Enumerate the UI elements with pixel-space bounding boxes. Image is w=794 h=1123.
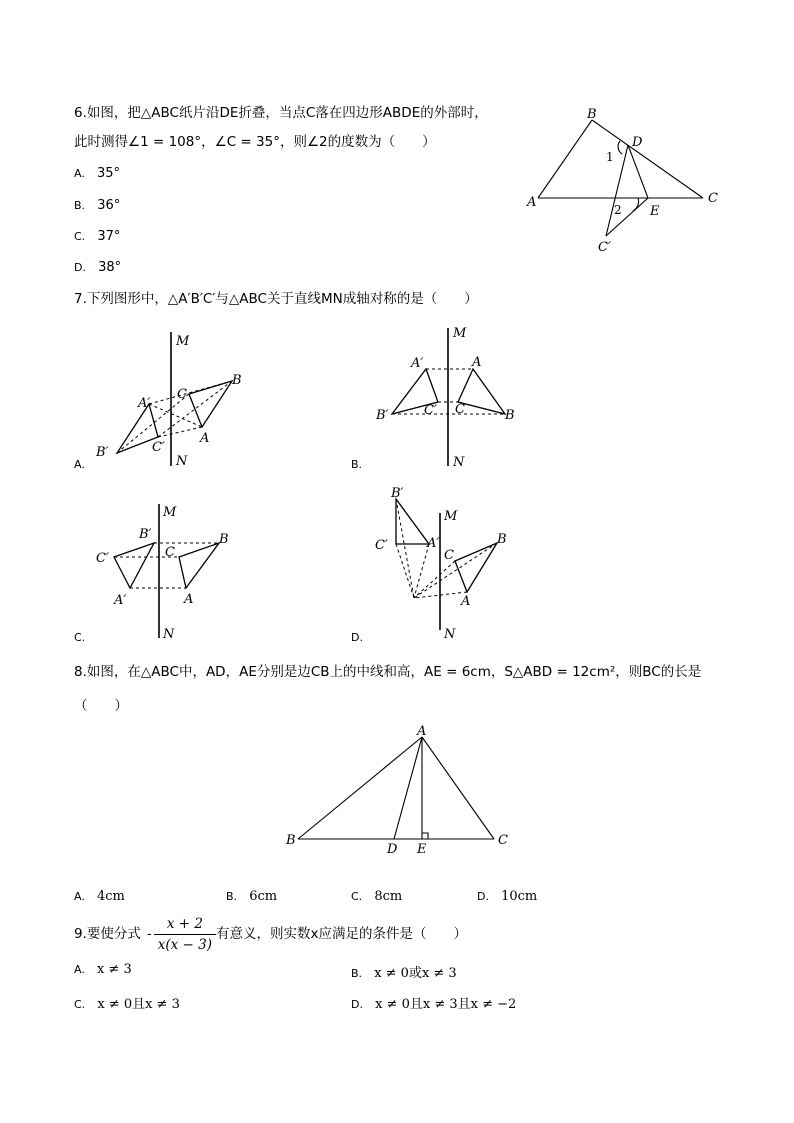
q8-label-c: C — [498, 833, 508, 848]
q7d-label-c: C — [444, 548, 454, 563]
q7b-label-b: B — [505, 408, 515, 423]
q7d-label-m: M — [444, 509, 458, 524]
q7d-label-a: A — [461, 594, 471, 609]
q7d-label-a-prime: A′ — [427, 536, 440, 551]
q8-option-b[interactable]: B. 6cm — [226, 889, 278, 904]
q7a-label-a-prime: A′ — [138, 396, 151, 411]
q7c-label-b-prime: B′ — [139, 527, 152, 542]
q7b-label-m: M — [453, 326, 467, 341]
q6-label-a: A — [527, 195, 537, 210]
q6-label-d: D — [632, 135, 643, 150]
q8-label-d: D — [387, 842, 398, 857]
q7d-label-b: B — [497, 532, 507, 547]
q9-fraction — [154, 914, 216, 955]
q9-suffix: 有意义，则实数x应满足的条件是（ ） — [216, 926, 468, 942]
q7c-label-n: N — [163, 627, 175, 642]
q7c-label-a-prime: A′ — [114, 593, 127, 608]
q9-option-c[interactable]: C. x ≠ 0且x ≠ 3 — [74, 997, 180, 1012]
q7c-label-b: B — [219, 532, 229, 547]
q9-option-a[interactable]: A. x ≠ 3 — [74, 962, 132, 977]
q6-option-c[interactable]: C. 37° — [74, 229, 121, 244]
q6-stem-line2: 此时测得∠1 = 108°，∠C = 35°，则∠2的度数为（ ） — [74, 134, 436, 150]
q7b-label-a: A — [472, 355, 482, 370]
q9-numerator: x + 2 — [154, 914, 216, 935]
q7c-label-c: C — [165, 545, 175, 560]
q6-option-b[interactable]: B. 36° — [74, 198, 121, 213]
q9-stem — [74, 912, 467, 956]
q7-option-a-letter[interactable]: A. — [74, 458, 85, 471]
q7c-label-a: A — [184, 592, 194, 607]
q7b-label-b-prime: B′ — [376, 408, 389, 423]
q7c-label-m: M — [163, 505, 177, 520]
q7b-label-c: C — [455, 402, 465, 417]
q8-stem: 8.如图，在△ABC中，AD，AE分别是边CB上的中线和高，AE = 6cm，S△ABD = 12cm²，则BC的长是 — [74, 664, 702, 680]
q6-option-a[interactable]: A. 35° — [74, 166, 121, 181]
q9-minus: - — [146, 926, 152, 942]
q8-option-a[interactable]: A. 4cm — [74, 889, 125, 904]
q6-label-e: E — [650, 204, 660, 219]
q7-option-d-letter[interactable]: D. — [351, 631, 363, 644]
q7a-label-b: B — [232, 373, 242, 388]
q7d-label-c-prime: C′ — [375, 538, 388, 553]
q8-option-d[interactable]: D. 10cm — [477, 889, 538, 904]
q6-option-d[interactable]: D. 38° — [74, 260, 122, 275]
q6-stem-line1: 6.如图，把△ABC纸片沿DE折叠，当点C落在四边形ABDE的外部时， — [74, 105, 488, 121]
q7b-label-a-prime: A′ — [411, 356, 424, 371]
q7c-label-c-prime: C′ — [96, 551, 109, 566]
q9-option-d[interactable]: D. x ≠ 0且x ≠ 3且x ≠ −2 — [351, 997, 517, 1012]
q6-label-c: C — [708, 191, 718, 206]
q7a-label-n: N — [176, 454, 188, 469]
q7a-label-c: C — [177, 387, 187, 402]
q7b-label-n: N — [453, 455, 465, 470]
q8-label-a: A — [417, 724, 427, 739]
q9-option-b[interactable]: B. x ≠ 0或x ≠ 3 — [351, 966, 457, 981]
q8-label-b: B — [286, 833, 296, 848]
q7-stem: 7.下列图形中，△A′B′C′与△ABC关于直线MN成轴对称的是（ ） — [74, 291, 478, 307]
q6-label-c-prime: C′ — [598, 240, 611, 255]
q8-paren: （ ） — [74, 698, 128, 714]
q8-option-c[interactable]: C. 8cm — [351, 889, 403, 904]
q7a-label-a: A — [200, 431, 210, 446]
q7a-label-m: M — [176, 334, 190, 349]
q8-label-e: E — [417, 842, 427, 857]
q7b-label-c-prime: C′ — [424, 403, 437, 418]
q7d-label-n: N — [444, 627, 456, 642]
q7d-label-b-prime: B′ — [391, 486, 404, 501]
q7a-label-c-prime: C′ — [152, 440, 165, 455]
q6-label-b: B — [587, 107, 597, 122]
q9-denominator: x(x − 3) — [157, 936, 213, 953]
q7-option-c-letter[interactable]: C. — [74, 631, 86, 644]
q6-label-1: 1 — [606, 150, 614, 164]
q7a-label-b-prime: B′ — [96, 445, 109, 460]
q7-option-b-letter[interactable]: B. — [351, 458, 363, 471]
q6-label-2: 2 — [614, 203, 622, 217]
q9-prefix: 9.要使分式 — [74, 926, 141, 942]
